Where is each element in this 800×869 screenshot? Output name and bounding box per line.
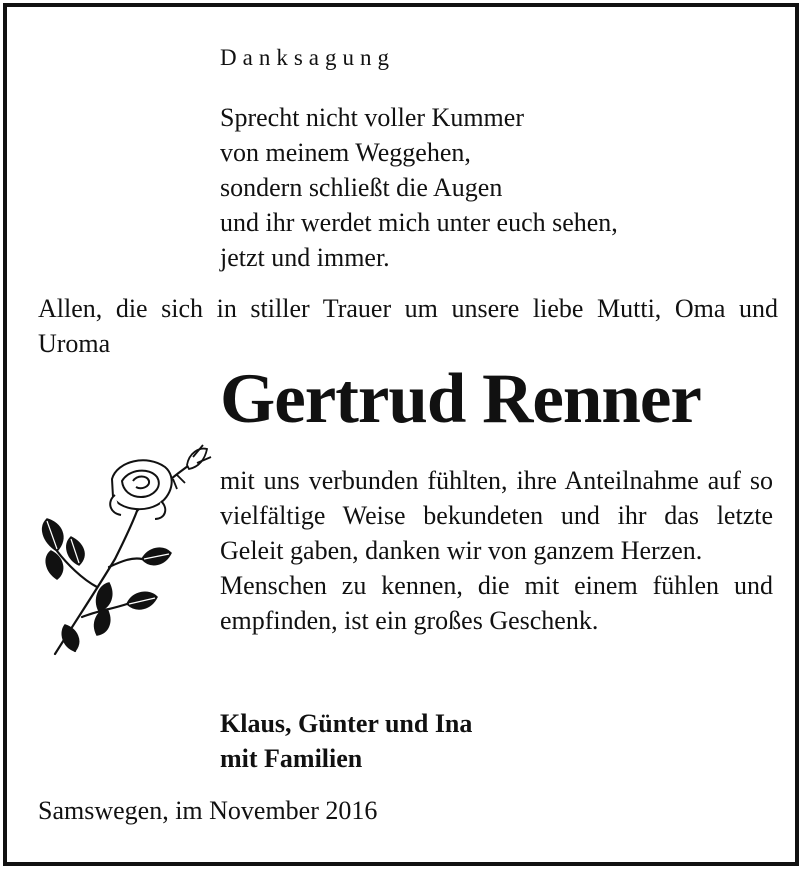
signature-line: Klaus, Günter und Ina bbox=[220, 709, 473, 738]
signature-line: mit Familien bbox=[220, 744, 363, 773]
poem-line: jetzt und immer. bbox=[220, 243, 390, 272]
heading: Danksagung bbox=[220, 45, 395, 70]
obituary-notice bbox=[3, 3, 799, 866]
place-date: Samswegen, im November 2016 bbox=[38, 796, 378, 825]
rose-icon bbox=[37, 439, 217, 664]
body-text bbox=[220, 463, 773, 638]
deceased-name: Gertrud Renner bbox=[220, 360, 701, 438]
intro-text: Allen, die sich in stiller Trauer um unsere liebe Mutti, Oma und Uroma bbox=[38, 294, 778, 358]
body-paragraph: Menschen zu kennen, die mit einem fühlen und empfinden, ist ein großes Geschenk. bbox=[220, 571, 773, 635]
poem bbox=[220, 100, 618, 275]
poem-line: sondern schließt die Augen bbox=[220, 173, 503, 202]
signature bbox=[220, 706, 472, 776]
poem-line: und ihr werdet mich unter euch sehen, bbox=[220, 208, 618, 237]
poem-line: von meinem Weggehen, bbox=[220, 138, 471, 167]
poem-line: Sprecht nicht voller Kummer bbox=[220, 103, 524, 132]
body-paragraph: mit uns verbunden fühlten, ihre Anteilnahme auf so vielfältige Weise bekundeten und ihr das letzte Geleit gaben, danken wir von ganzem Herzen. bbox=[220, 466, 773, 565]
